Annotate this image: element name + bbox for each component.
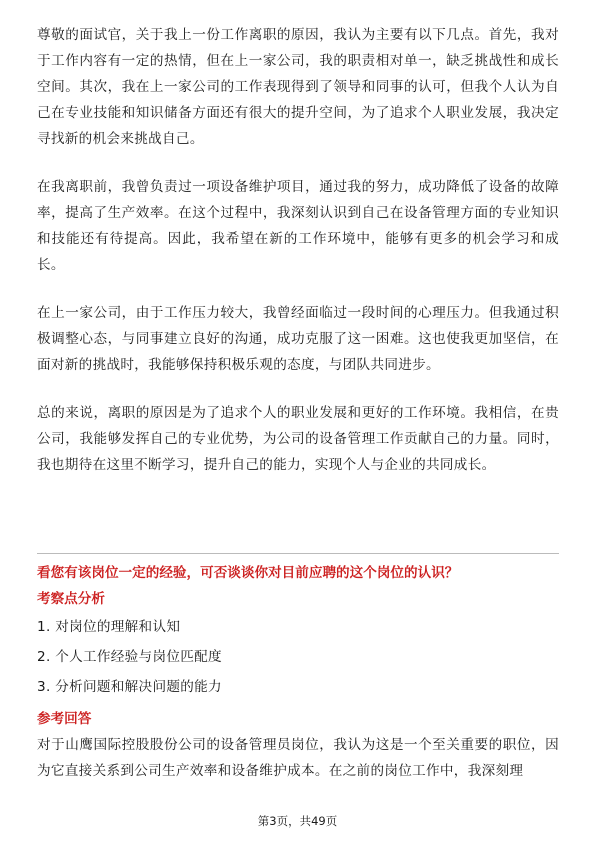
analysis-point-2: 2. 个人工作经验与岗位匹配度 [37,649,222,665]
section-divider [37,553,559,554]
analysis-point-1: 1. 对岗位的理解和认知 [37,619,181,635]
paragraph-2: 在我离职前，我曾负责过一项设备维护项目，通过我的努力，成功降低了设备的故障率，提高了生产效率。在这个过程中，我深刻认识到自己在设备管理方面的专业知识和技能还有待提高。因此，我希望在新的工作环境中，能够有更多的机会学习和成长。 [37,179,559,273]
interview-question: 看您有该岗位一定的经验，可否谈谈你对目前应聘的这个岗位的认识？ [37,565,459,581]
analysis-point-3: 3. 分析问题和解决问题的能力 [37,679,222,695]
paragraph-4: 总的来说，离职的原因是为了追求个人的职业发展和更好的工作环境。我相信，在贵公司，我能够发挥自己的专业优势，为公司的设备管理工作贡献自己的力量。同时，我也期待在这里不断学习，提升自己的能力，实现个人与企业的共同成长。 [37,405,559,473]
analysis-heading: 考察点分析 [37,591,105,607]
answer-body [37,22,559,478]
paragraph-1: 尊敬的面试官，关于我上一份工作离职的原因，我认为主要有以下几点。首先，我对于工作内容有一定的热情，但在上一家公司，我的职责相对单一，缺乏挑战性和成长空间。其次，我在上一家公司的工作表现得到了领导和同事的认可，但我个人认为自己在专业技能和知识储备方面还有很大的提升空间，为了追求个人职业发展，我决定寻找新的机会来挑战自己。 [37,27,559,147]
reference-answer-heading: 参考回答 [37,711,92,727]
page-number: 第3页，共49页 [257,814,338,828]
paragraph-3: 在上一家公司，由于工作压力较大，我曾经面临过一段时间的心理压力。但我通过积极调整心态，与同事建立良好的沟通，成功克服了这一困难。这也使我更加坚信，在面对新的挑战时，我能够保持积极乐观的态度，与团队共同进步。 [37,305,559,373]
question-section [37,560,559,784]
reference-answer-text: 对于山鹰国际控股股份公司的设备管理员岗位，我认为这是一个至关重要的职位，因为它直接关系到公司生产效率和设备维护成本。在之前的岗位工作中，我深刻理 [37,737,559,779]
